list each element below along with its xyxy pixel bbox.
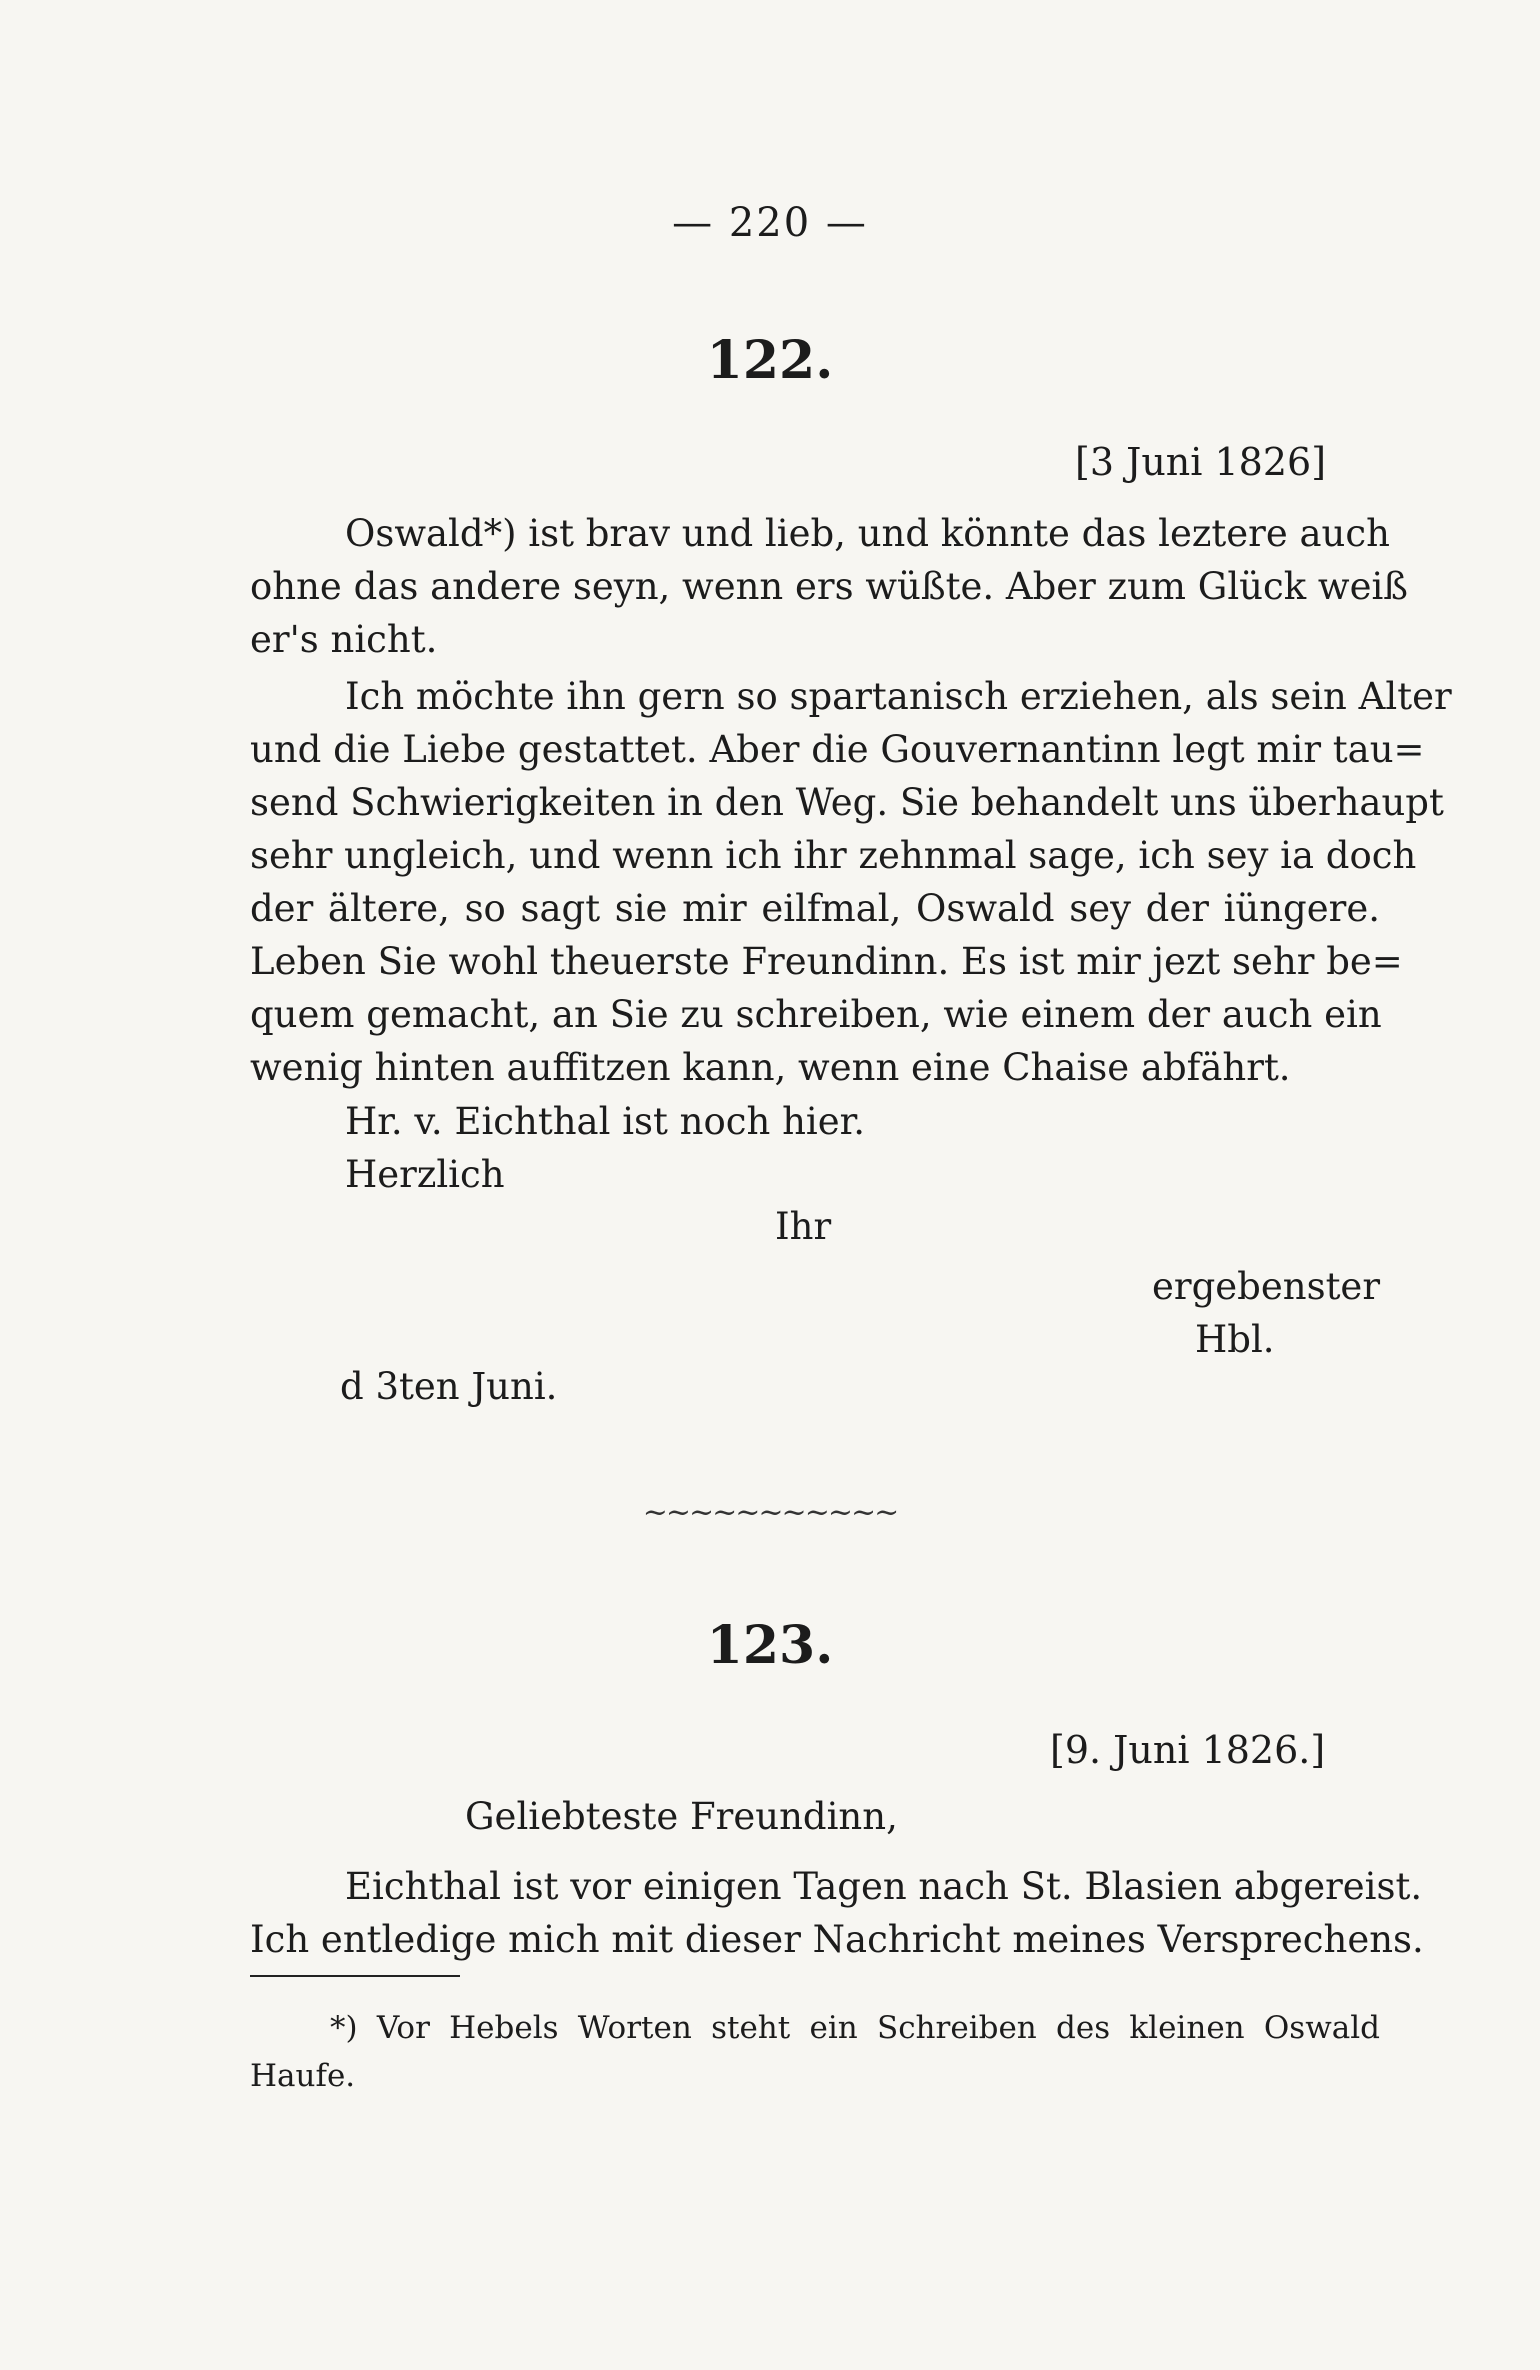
letter-123-line: Ich entledige mich mit dieser Nachricht meines Versprechens.	[250, 1918, 1424, 1961]
page-number: — 220 —	[672, 200, 868, 246]
letter-122-line: er's nicht.	[250, 618, 438, 661]
letter-122-line: ohne das andere seyn, wenn ers wüßte. Aber zum Glück weiß	[250, 565, 1409, 608]
letter-122-line: sehr ungleich, und wenn ich ihr zehnmal sage, ich sey ia doch	[250, 834, 1417, 877]
letter-123-line: Eichthal ist vor einigen Tagen nach St. Blasien abgereist.	[345, 1865, 1423, 1908]
section-ornament: ~~~~~~~~~~~	[642, 1495, 898, 1530]
closing-ihr: Ihr	[775, 1205, 832, 1248]
letter-122-line: Herzlich	[345, 1153, 505, 1196]
letter-number-123: 123.	[706, 1615, 834, 1676]
footnote-line: Haufe.	[250, 2058, 356, 2094]
salutation: Geliebteste Freundinn,	[465, 1795, 898, 1838]
letter-number-122: 122.	[706, 330, 834, 391]
letter-date-123: [9. Juni 1826.]	[1050, 1728, 1326, 1772]
letter-122-line: Leben Sie wohl theuerste Freundinn. Es ist mir jezt sehr be=	[250, 940, 1403, 983]
signature: Hbl.	[1195, 1318, 1275, 1361]
closing-ergebenster: ergebenster	[1152, 1265, 1381, 1308]
letter-122-line: und die Liebe gestattet. Aber die Gouvernantinn legt mir tau=	[250, 728, 1425, 771]
letter-122-line: Ich möchte ihn gern so spartanisch erziehen, als sein Alter	[345, 675, 1452, 718]
letter-122-line: Oswald*) ist brav und lieb, und könnte das leztere auch	[345, 512, 1390, 555]
letter-122-line: Hr. v. Eichthal ist noch hier.	[345, 1100, 866, 1143]
letter-date-122: [3 Juni 1826]	[1075, 440, 1327, 484]
letter-122-line: wenig hinten auffitzen kann, wenn eine Chaise abfährt.	[250, 1046, 1291, 1089]
place-date: d 3ten Juni.	[340, 1365, 558, 1408]
letter-122-line: send Schwierigkeiten in den Weg. Sie behandelt uns überhaupt	[250, 781, 1444, 824]
footnote-line: *) Vor Hebels Worten steht ein Schreiben des kleinen Oswald	[330, 2010, 1380, 2046]
footnote-rule	[250, 1975, 460, 1977]
letter-122-line: quem gemacht, an Sie zu schreiben, wie einem der auch ein	[250, 993, 1382, 1036]
letter-122-line: der ältere, so sagt sie mir eilfmal, Oswald sey der iüngere.	[250, 887, 1380, 930]
